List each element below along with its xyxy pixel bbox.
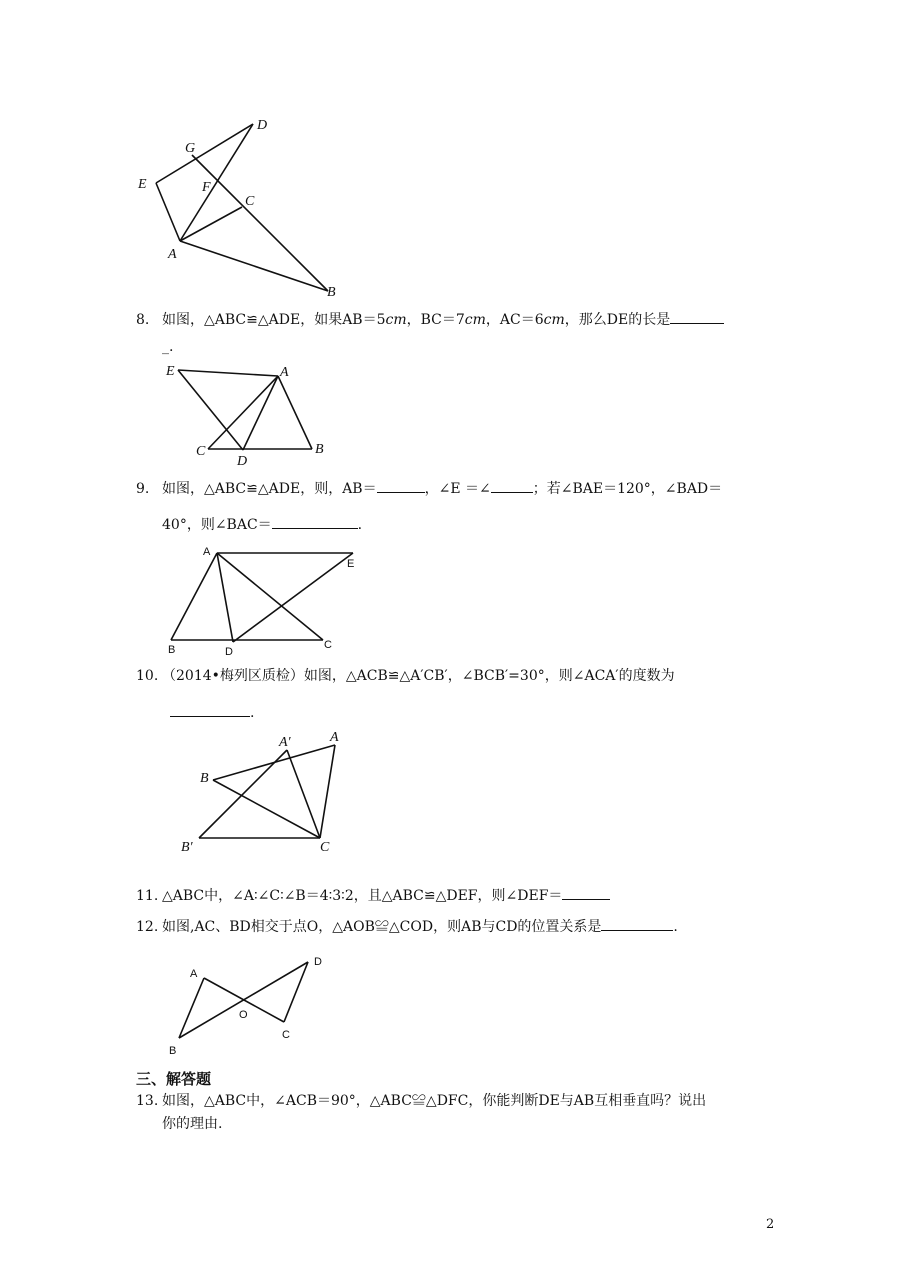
figure-q7 [130, 110, 350, 305]
q8-unit-3: cm [543, 312, 565, 328]
q11-number: 11. [136, 888, 159, 904]
figure-q9-svg [165, 545, 365, 658]
q9-label-a: A [203, 546, 211, 558]
q8-text-mid2: ，AC＝6 [485, 312, 544, 328]
q7-label-f: F [202, 180, 211, 195]
q13-text-line2: 你的理由. [162, 1116, 223, 1132]
question-13 [136, 1092, 706, 1110]
q8-text-post: ，那么DE的长是 [564, 312, 671, 328]
q10-line-b1-a1 [199, 750, 287, 838]
q9-line-a-b [171, 553, 217, 640]
q10-text: （2014•梅列区质检）如图，△ACB≌△A′CB′，∠BCB′=30°，则∠ACA′的度数为 [162, 668, 675, 684]
q8-line-d-a [243, 376, 278, 450]
q9-line-d-e [233, 553, 353, 642]
q9-label-b: B [168, 644, 176, 656]
q12-label-a: A [190, 968, 198, 980]
q8-unit-2: cm [464, 312, 486, 328]
q10-label-b: B [200, 771, 209, 786]
q8-label-c: C [196, 444, 206, 459]
q11-answer-blank[interactable] [562, 886, 610, 900]
q8-answer-blank[interactable] [670, 310, 724, 324]
q12-line-a-b [179, 978, 204, 1038]
figure-q8-svg [160, 360, 340, 470]
q12-answer-blank[interactable] [601, 917, 673, 931]
question-13-line2 [162, 1115, 222, 1133]
q8-tail: _. [162, 339, 174, 355]
q9-label-e: E [347, 558, 355, 570]
question-9-line2 [162, 515, 362, 534]
q10-tail: . [250, 705, 255, 721]
q7-label-c: C [245, 194, 255, 209]
q10-answer-blank[interactable] [170, 703, 250, 717]
q7-line-a-c [180, 207, 242, 241]
q10-label-a: A [330, 730, 339, 745]
q9-blank-bac[interactable] [272, 515, 358, 529]
page-number: 2 [766, 1217, 775, 1232]
q12-label-c: C [282, 1029, 290, 1041]
q12-line-d-c [284, 962, 308, 1022]
q12-number: 12. [136, 919, 159, 935]
q7-label-g: G [185, 141, 196, 156]
figure-q8 [160, 360, 340, 470]
q9-line-a-d [217, 553, 233, 642]
q7-line-e-d [156, 124, 253, 183]
figure-q7-svg [130, 110, 350, 305]
q12-text: 如图,AC、BD相交于点O，△AOB≌△COD，则AB与CD的位置关系是 [162, 919, 602, 935]
q13-text-line1: 如图，△ABC中，∠ACB＝90°，△ABC≌△DFC，你能判断DE与AB互相垂直吗？说出 [162, 1093, 707, 1109]
figure-q10-svg [175, 728, 350, 858]
question-10-line2 [170, 703, 254, 722]
section-3-title: 三、解答题 [136, 1070, 212, 1088]
q9-text-e: . [357, 517, 363, 533]
q10-number: 10. [136, 668, 159, 684]
q8-text-pre: 如图，△ABC≌△ADE，如果AB＝5 [162, 312, 386, 328]
q9-text-c: ；若∠BAE＝120°，∠BAD＝ [532, 481, 723, 497]
q12-label-b: B [169, 1045, 177, 1057]
q7-line-e-a [156, 183, 180, 241]
q9-blank-ab[interactable] [377, 479, 425, 493]
q8-label-e: E [166, 364, 175, 379]
question-12 [136, 917, 678, 936]
q8-label-a: A [280, 365, 289, 380]
q7-label-b: B [327, 285, 336, 300]
q9-number: 9. [136, 481, 150, 497]
q11-text: △ABC中，∠A∶∠C∶∠B＝4∶3∶2，且△ABC≌△DEF，则∠DEF＝ [162, 888, 563, 904]
q12-tail: . [673, 919, 678, 935]
figure-q12 [166, 950, 336, 1060]
q8-line-c-a [208, 376, 278, 449]
q9-text-d: 40°，则∠BAC＝ [162, 517, 272, 533]
q8-line-e-a [178, 370, 278, 376]
q7-line-a-b [180, 241, 328, 291]
q9-line-a-c [217, 553, 323, 640]
q9-label-d: D [225, 646, 233, 658]
question-11 [136, 886, 610, 905]
q9-label-c: C [324, 639, 332, 651]
q9-text-b: ，∠E ＝∠ [424, 481, 491, 497]
q10-label-a1: A′ [279, 735, 291, 750]
q7-label-d: D [257, 118, 268, 133]
q8-text-mid1: ，BC＝7 [406, 312, 465, 328]
q8-line-a-b [278, 376, 312, 449]
q10-line-a1-c [287, 750, 320, 838]
question-10 [136, 667, 675, 685]
q13-number: 13. [136, 1093, 159, 1109]
q8-label-d: D [237, 454, 248, 469]
q9-blank-angle[interactable] [491, 479, 533, 493]
figure-q9 [165, 545, 365, 658]
figure-q12-svg [166, 950, 336, 1060]
q12-label-o: O [239, 1009, 248, 1021]
q8-label-b: B [315, 442, 324, 457]
q10-line-a-c [320, 745, 335, 838]
q12-line-b-d [179, 962, 308, 1038]
question-8-line2 [162, 338, 173, 356]
q8-unit-1: cm [385, 312, 407, 328]
q10-label-b1: B′ [181, 840, 193, 855]
q10-label-c: C [320, 840, 330, 855]
q8-number: 8. [136, 312, 150, 328]
q12-label-d: D [314, 956, 322, 968]
question-8 [136, 310, 724, 329]
q8-line-e-d [178, 370, 243, 450]
q7-label-a: A [168, 247, 177, 262]
q9-text-a: 如图，△ABC≌△ADE，则，AB＝ [162, 481, 377, 497]
q7-label-e: E [138, 177, 147, 192]
question-9 [136, 479, 722, 498]
figure-q10 [175, 728, 350, 858]
